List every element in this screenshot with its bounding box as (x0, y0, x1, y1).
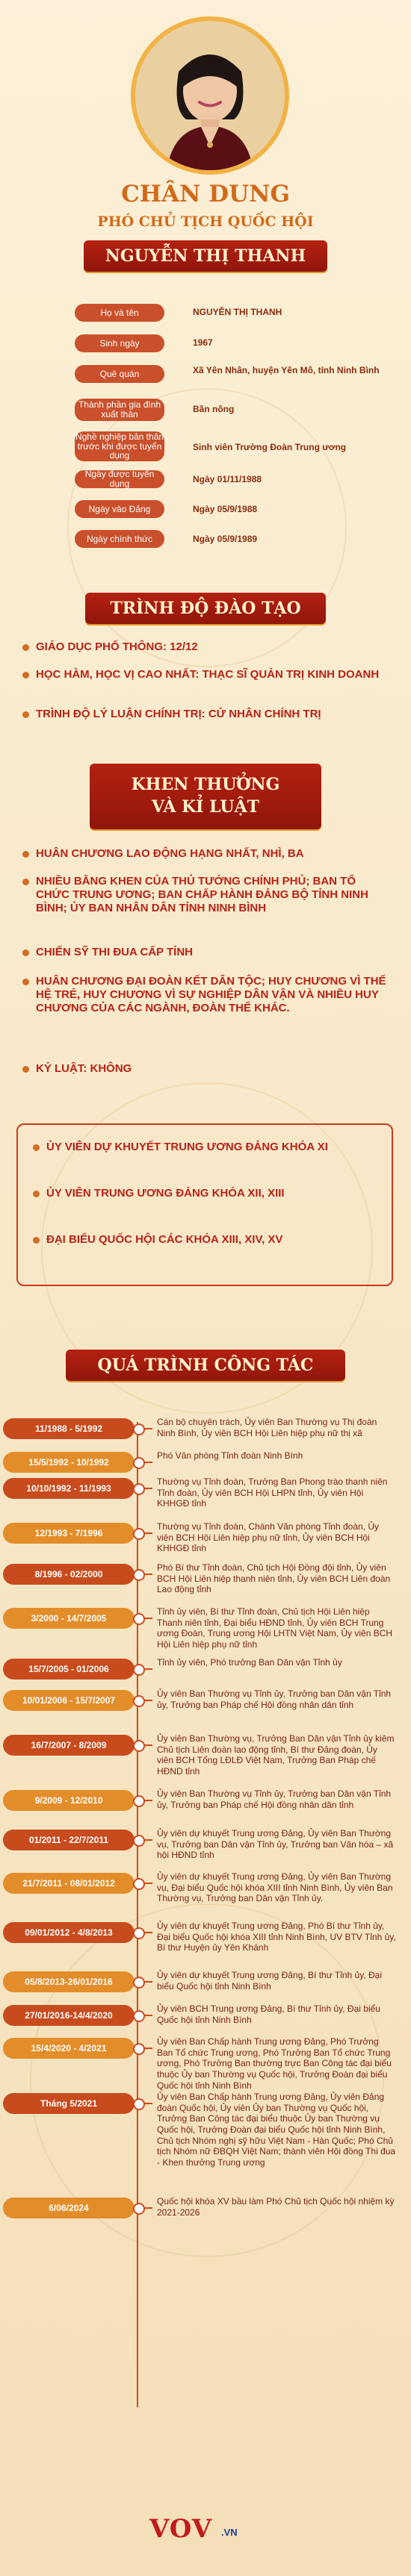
bullet-dot (33, 1237, 40, 1244)
timeline-entry: Ủy viên dự khuyết Trung ương Đảng, Phó Bí thư Tỉnh ủy, Đại biểu Quốc hội khóa XIII tỉnh Ninh Bình, UV BTV Tỉnh ủy, Bí thư Huyện ủy Yên Khánh (157, 1921, 396, 1953)
bullet-dot (22, 1066, 29, 1073)
awards-title-line2: VÀ KỈ LUẬT (151, 797, 260, 817)
timeline-date: 09/01/2012 - 4/8/2013 (3, 1922, 135, 1943)
timeline-date: 21/7/2011 - 08/01/2012 (3, 1873, 135, 1894)
timeline-node (133, 2010, 145, 2022)
bio-value: Bần nông (193, 404, 235, 414)
timeline-date: Tháng 5/2021 (3, 2093, 135, 2114)
timeline-date: 15/7/2005 - 01/2006 (3, 1659, 135, 1680)
portrait-illustration (135, 21, 285, 170)
bio-label: Ngày chính thức (75, 530, 164, 548)
bullet-dot (22, 711, 29, 718)
bio-value: Ngày 01/11/1988 (193, 474, 262, 484)
bullet-dot (22, 672, 29, 679)
page-subtitle: PHÓ CHỦ TỊCH QUỐC HỘI (97, 213, 314, 230)
timeline-entry: Ủy viên Ban Chấp hành Trung ương Đảng, Ủy viên Đảng đoàn Quốc hội, Ủy viên Ủy ban Thường vụ Quốc hội, Trưởng Ban Công tác đại biểu thuộc Ủy ban Thường vụ Quốc hội, Trưởng Đoàn đại biểu Quốc hội tỉnh Ninh Bình, Chủ tịch Nhóm nghị sỹ hữu Việt Nam - Hàn Quốc; Phó Chủ tịch Nhóm nữ ĐBQH Việt Nam; thành viên Hội đồng Thi đua - Khen thưởng Trung ương (157, 2092, 396, 2168)
bio-value: Ngày 05/9/1988 (193, 504, 258, 514)
timeline-node (133, 1695, 145, 1707)
timeline-date: 15/5/1992 - 10/1992 (3, 1452, 135, 1473)
vov-logo (149, 2514, 262, 2548)
timeline-entry: Quốc hội khóa XV bầu làm Phó Chủ tịch Quốc hội nhiệm kỳ 2021-2026 (157, 2196, 395, 2218)
timeline-entry: Thường vụ Tỉnh đoàn, Trưởng Ban Phong trào thanh niên Tỉnh đoàn, Ủy viên BCH Hội LHPN tỉnh, Ủy viên Hội KHHGĐ tỉnh (157, 1476, 388, 1509)
bullet-dot (33, 1144, 40, 1151)
timeline-entry: Cán bộ chuyên trách, Ủy viên Ban Thường vụ Thị đoàn Ninh Bình, Ủy viên BCH Hội Liên hiệp phụ nữ thị xã (157, 1417, 377, 1438)
bio-label: Quê quán (75, 365, 164, 383)
timeline-banner (66, 1350, 345, 1381)
awards-item: HUÂN CHƯƠNG ĐẠI ĐOÀN KẾT DÂN TỘC; HUY CHƯƠNG VÌ THẾ HỆ TRẺ, HUY CHƯƠNG VÌ SỰ NGHIỆP DÂN VẬN VÀ NHIỀU HUY CHƯƠNG CỦA CÁC NGÀNH, ĐOÀN THỂ KHÁC. (36, 975, 387, 1015)
bio-label: Sinh ngày (75, 334, 164, 352)
timeline-node (133, 2098, 145, 2110)
timeline-date: 12/1993 - 7/1996 (3, 1523, 135, 1544)
timeline-node (133, 1528, 145, 1540)
bio-value: 1967 (193, 337, 213, 348)
logo-text: VOV (149, 2514, 213, 2544)
timeline-node (133, 1483, 145, 1495)
position-item: ĐẠI BIỂU QUỐC HỘI CÁC KHÓA XIII, XIV, XV (46, 1233, 368, 1247)
awards-item: NHIỀU BẰNG KHEN CỦA THỦ TƯỚNG CHÍNH PHỦ; BAN TỔ CHỨC TRUNG ƯƠNG; BAN CHẤP HÀNH ĐẢNG BỘ TỈNH NINH BÌNH; ỦY BAN NHÂN DÂN TỈNH NINH BÌNH (36, 875, 387, 915)
timeline-entry: Phó Văn phòng Tỉnh đoàn Ninh Bình (157, 1450, 303, 1461)
bio-label: Ngày được tuyển dụng (75, 470, 164, 488)
timeline-entry: Ủy viên dự khuyết Trung ương Đảng, Bí thư Tỉnh ủy, Đại biểu Quốc hội tỉnh Ninh Bình (157, 1970, 383, 1992)
awards-banner (90, 764, 321, 829)
timeline-entry: Tỉnh ủy viên, Phó trưởng Ban Dân vận Tỉnh ủy (157, 1657, 342, 1668)
timeline-node (133, 1977, 145, 1989)
watermark-circle (67, 388, 347, 667)
timeline-node (133, 1740, 145, 1752)
timeline-entry: Ủy viên Ban Thường vụ Tỉnh ủy, Trưởng ban Dân vận Tỉnh ủy, Trưởng ban Pháp chế Hội đồng nhân dân tỉnh (157, 1688, 392, 1710)
timeline-date: 3/2000 - 14/7/2005 (3, 1608, 135, 1629)
timeline-entry: Ủy viên Ban Thường vụ Tỉnh ủy, Trưởng ban Dân vận Tỉnh ủy, Trưởng ban Pháp chế Hội đồng nhân dân tỉnh (157, 1788, 392, 1810)
bio-label: Thành phần gia đình xuất thân (75, 399, 164, 421)
awards-item: HUÂN CHƯƠNG LAO ĐỘNG HẠNG NHẤT, NHÌ, BA (36, 847, 387, 861)
bio-value: Ngày 05/9/1989 (193, 534, 258, 544)
timeline-node (133, 1878, 145, 1890)
timeline-title: QUÁ TRÌNH CÔNG TÁC (97, 1356, 314, 1375)
bio-label: Họ và tên (75, 304, 164, 322)
timeline-entry: Tỉnh ủy viên, Bí thư Tỉnh đoàn, Chủ tịch Hội Liên hiệp Thanh niên tỉnh, Đại biểu HĐND tỉnh, Ủy viên BCH Trung ương Đoàn, Trung ương Hội LHTN Việt Nam, Ủy viên BCH Hội Liên hiệp phụ nữ tỉnh (157, 1606, 393, 1650)
education-item: TRÌNH ĐỘ LÝ LUẬN CHÍNH TRỊ: CỬ NHÂN CHÍNH TRỊ (36, 708, 387, 721)
timeline-node (133, 1927, 145, 1939)
awards-item: CHIẾN SỸ THI ĐUA CẤP TỈNH (36, 946, 387, 959)
timeline-date: 16/7/2007 - 8/2009 (3, 1735, 135, 1756)
position-item: ỦY VIÊN TRUNG ƯƠNG ĐẢNG KHÓA XII, XIII (46, 1187, 368, 1200)
portrait-photo (131, 16, 289, 175)
education-banner (85, 593, 326, 624)
timeline-date: 11/1988 - 5/1992 (3, 1418, 135, 1439)
person-name: NGUYỄN THỊ THANH (105, 246, 306, 266)
awards-item: KỶ LUẬT: KHÔNG (36, 1062, 387, 1076)
timeline-node (133, 1457, 145, 1469)
timeline-node (133, 1613, 145, 1625)
bullet-dot (22, 949, 29, 956)
bullet-dot (33, 1191, 40, 1197)
timeline-date: 27/01/2016-14/4/2020 (3, 2005, 135, 2026)
timeline-date: 05/8/2013-26/01/2016 (3, 1971, 135, 1992)
timeline-entry: Phó Bí thư Tỉnh đoàn, Chủ tịch Hội Đồng đội tỉnh, Ủy viên BCH Hội Liên hiệp thanh niên tỉnh, Ủy viên BCH Liên đoàn Lao động tỉnh (157, 1562, 391, 1595)
timeline-node (133, 1664, 145, 1676)
timeline-entry: Ủy viên BCH Trung ương Đảng, Bí thư Tỉnh ủy, Đại biểu Quốc hội tỉnh Ninh Bình (157, 2003, 380, 2025)
timeline-node (133, 1423, 145, 1435)
timeline-entry: Ủy viên dự khuyết Trung ương Đảng, Ủy viên Ban Thường vụ, Trưởng ban Dân vận Tỉnh ủy, Trưởng ban Văn hóa – xã hội HĐND tỉnh (157, 1828, 394, 1861)
timeline-entry: Ủy viên dự khuyết Trung ương Đảng, Ủy viên Ban Thường vụ, Đại biểu Quốc hội khóa XIII tỉnh Ninh Bình, Ủy viên Ban Thường vụ, Trưởng ban Dân vận Tỉnh ủy. (157, 1871, 393, 1904)
timeline-date: 9/2009 - 12/2010 (3, 1790, 135, 1811)
timeline-node (133, 2203, 145, 2215)
bullet-dot (22, 979, 29, 985)
timeline-date: 10/10/1992 - 11/1993 (3, 1478, 135, 1499)
bio-label: Ngày vào Đảng (75, 500, 164, 518)
timeline-node (133, 1835, 145, 1847)
timeline-node (133, 2043, 145, 2055)
name-banner (84, 240, 327, 272)
timeline-date: 10/01/2006 - 15/7/2007 (3, 1690, 135, 1711)
timeline-date: 01/2011 - 22/7/2011 (3, 1830, 135, 1850)
bullet-dot (22, 851, 29, 858)
bio-label: Nghề nghiệp bản thân trước khi được tuyển dụng (75, 431, 164, 461)
timeline-entry: Thường vụ Tỉnh đoàn, Chánh Văn phòng Tỉnh đoàn, Ủy viên BCH Hội Liên hiệp phụ nữ tỉnh, Ủy viên BCH Hội KHHGĐ tỉnh (157, 1521, 379, 1554)
page-title: CHÂN DUNG (121, 181, 290, 208)
bullet-dot (22, 644, 29, 651)
bio-value: Sinh viên Trường Đoàn Trung ương (193, 442, 347, 452)
timeline-date: 15/4/2020 - 4/2021 (3, 2038, 135, 2059)
timeline-date: 6/06/2024 (3, 2198, 135, 2218)
timeline-node (133, 1569, 145, 1581)
logo-suffix: .VN (221, 2527, 238, 2538)
bullet-dot (22, 879, 29, 885)
bio-value: Xã Yên Nhân, huyện Yên Mô, tỉnh Ninh Bình (193, 365, 380, 375)
timeline-node (133, 1795, 145, 1807)
timeline-entry: Ủy viên Ban Chấp hành Trung ương Đảng, Phó Trưởng Ban Tổ chức Trung ương, Phó Trưởng Ban Tổ chức Trung ương, Phó Trưởng Ban thường trực Ban Công tác đại biểu thuộc Ủy ban Thường vụ Quốc hội, Trưởng Đoàn đại biểu Quốc hội tỉnh Ninh Bình (157, 2036, 392, 2091)
education-item: HỌC HÀM, HỌC VỊ CAO NHẤT: THẠC SĨ QUẢN TRỊ KINH DOANH (36, 668, 387, 682)
awards-title-line1: KHEN THƯỞNG (131, 775, 280, 795)
timeline-entry: Ủy viên Ban Thường vụ, Trưởng Ban Dân vận Tỉnh ủy kiêm Chủ tịch Liên đoàn lao động tỉnh, Bí thư Đảng đoàn, Ủy viên BCH Tổng LĐLĐ Việt Nam, Trưởng Ban Pháp chế HĐND tỉnh (157, 1733, 395, 1777)
education-title: TRÌNH ĐỘ ĐÀO TẠO (110, 599, 301, 618)
timeline-date: 8/1996 - 02/2000 (3, 1564, 135, 1585)
bio-value: NGUYỄN THỊ THANH (193, 307, 282, 317)
education-item: GIÁO DỤC PHỔ THÔNG: 12/12 (36, 640, 387, 654)
position-item: ỦY VIÊN DỰ KHUYẾT TRUNG ƯƠNG ĐẢNG KHÓA XI (46, 1141, 368, 1154)
